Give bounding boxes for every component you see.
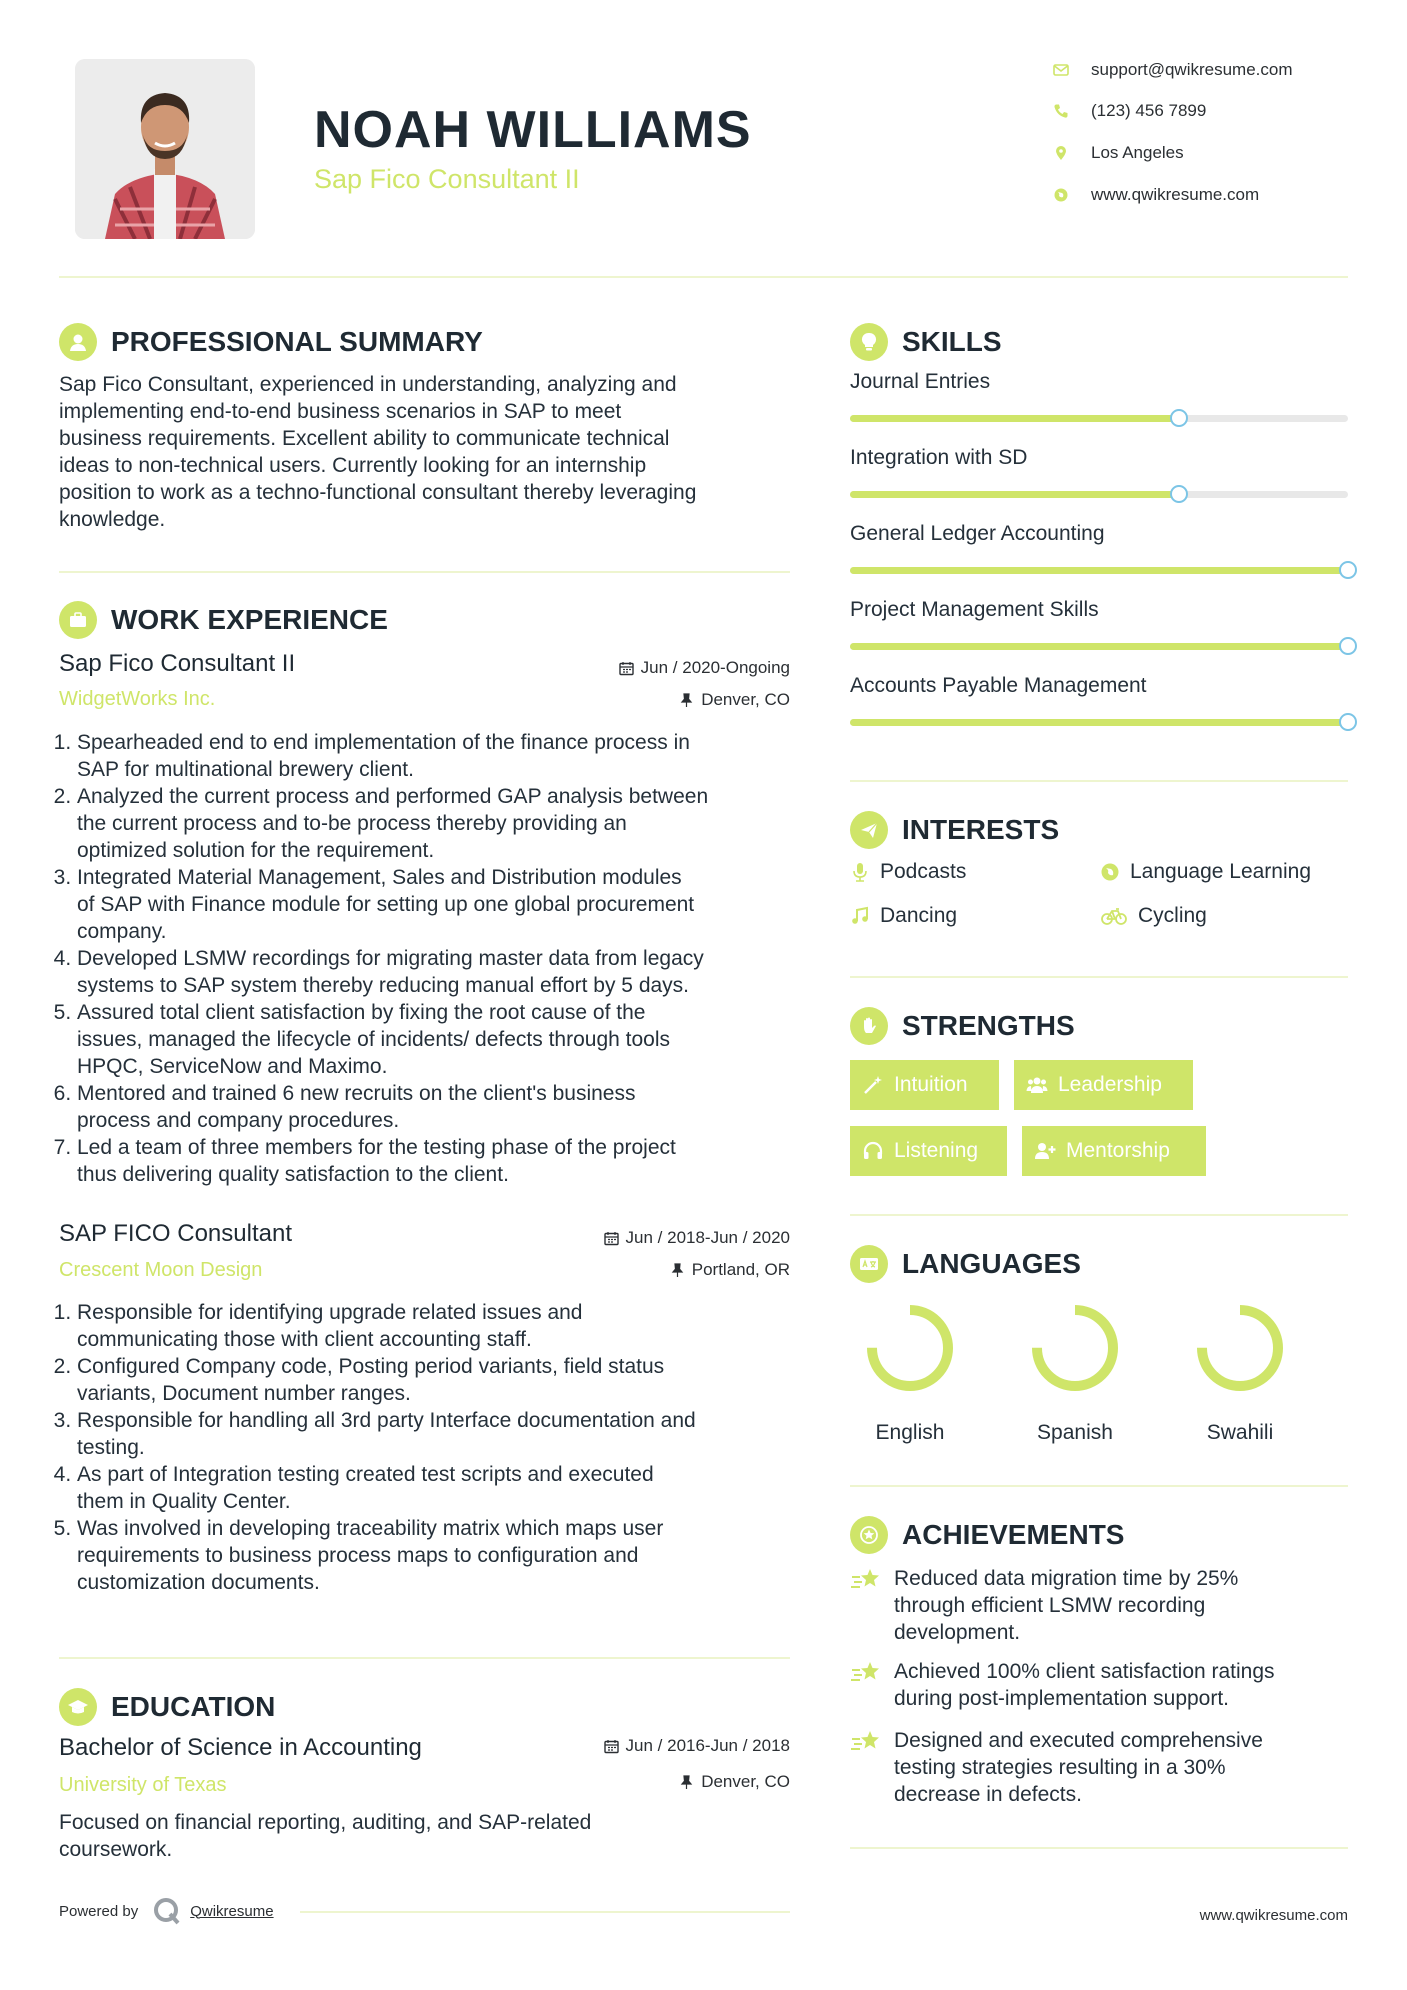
header-divider	[59, 276, 1348, 278]
experience-divider	[59, 1657, 790, 1659]
languages-divider	[850, 1485, 1348, 1487]
duty-item: 6. Mentored and trained 6 new recruits on the client's business process and company procedures.	[77, 1080, 817, 1134]
contact-phone-text: (123) 456 7899	[1091, 101, 1207, 120]
duty-item: 5. Assured total client satisfaction by fixing the root cause of the issues, managed the lifecycle of incidents/ defects through tools HPQC, ServiceNow and Maximo.	[77, 999, 817, 1080]
job-1-company: WidgetWorks Inc.	[59, 688, 216, 710]
footer-powered-by	[59, 1896, 274, 1926]
interest-label: Cycling	[1138, 904, 1207, 927]
achievements-heading	[850, 1516, 1124, 1554]
skill-bar-fill	[850, 643, 1348, 650]
language-ring-arc	[1202, 1310, 1278, 1386]
education-description: Focused on financial reporting, auditing, and SAP-related coursework.	[59, 1811, 592, 1861]
education-degree: Bachelor of Science in Accounting	[59, 1734, 422, 1761]
skills-heading-text: SKILLS	[902, 326, 1002, 357]
language-ring-arc	[872, 1310, 948, 1386]
job-2-dates	[604, 1228, 790, 1248]
headphones-icon	[862, 1140, 884, 1162]
interests-divider	[850, 976, 1348, 978]
shooting-star-icon	[850, 1565, 882, 1593]
duty-item: 5. Was involved in developing traceability matrix which maps user requirements to business process maps to configuration and customization documents.	[77, 1515, 817, 1596]
language-item	[850, 1300, 970, 1445]
experience-heading-text: WORK EXPERIENCE	[111, 604, 388, 635]
interest-item	[850, 904, 957, 928]
pushpin-icon	[679, 1775, 694, 1790]
language-label: English	[875, 1421, 945, 1444]
language-label: Spanish	[1037, 1421, 1113, 1444]
experience-heading	[59, 601, 388, 639]
interest-item	[1100, 904, 1207, 928]
duty-item: 2. Configured Company code, Posting period variants, field status variants, Document number ranges.	[77, 1353, 817, 1407]
contact-website-text: www.qwikresume.com	[1091, 185, 1260, 204]
language-label: Swahili	[1206, 1421, 1274, 1444]
skills-list	[850, 370, 1348, 750]
duty-item: 1. Responsible for identifying upgrade related issues and communicating those with client accounting staff.	[77, 1299, 817, 1353]
summary-line: position to work as a techno-functional consultant thereby leveraging	[59, 481, 697, 504]
language-ring-arc	[1037, 1310, 1113, 1386]
strength-tag	[850, 1126, 1007, 1176]
languages-heading-text: LANGUAGES	[902, 1248, 1081, 1279]
achievement-item: Achieved 100% client satisfaction ratings during post-implementation support.	[850, 1658, 1348, 1712]
education-heading	[59, 1688, 275, 1726]
candidate-name: NOAH WILLIAMS	[314, 101, 752, 159]
contact-email-text: support@qwikresume.com	[1091, 60, 1293, 79]
strength-label: Listening	[894, 1139, 979, 1162]
duty-item: 2. Analyzed the current process and performed GAP analysis between the current process and to-be process thereby providing an optimized solution for the requirement.	[77, 783, 817, 864]
job-1-location-text: Denver, CO	[701, 690, 790, 709]
skill-label: Accounts Payable Management	[850, 674, 1147, 697]
skill-bar-fill	[850, 719, 1348, 726]
skill-bar-track	[850, 415, 1348, 422]
interests-heading-text: INTERESTS	[902, 814, 1060, 845]
star-badge-icon	[850, 1516, 888, 1554]
strengths-heading	[850, 1007, 1075, 1045]
job-1-dates	[619, 658, 790, 678]
skill-label: Integration with SD	[850, 446, 1028, 469]
skills-heading	[850, 323, 1002, 361]
language-item	[1180, 1300, 1300, 1445]
skill-bar-track	[850, 567, 1348, 574]
summary-line: knowledge.	[59, 508, 166, 531]
interest-label: Language Learning	[1130, 860, 1312, 883]
strength-label: Intuition	[894, 1073, 968, 1096]
interest-label: Podcasts	[880, 860, 967, 883]
hand-icon	[850, 1007, 888, 1045]
skill-bar-knob	[1170, 485, 1188, 503]
globe-icon	[1053, 187, 1069, 203]
skill-bar-fill	[850, 567, 1348, 574]
skill-bar-track	[850, 491, 1348, 498]
bicycle-icon	[1100, 906, 1128, 926]
calendar-icon	[604, 1739, 619, 1754]
lightbulb-icon	[850, 323, 888, 361]
globe-icon	[1100, 862, 1120, 882]
summary-line: Sap Fico Consultant, experienced in understanding, analyzing and	[59, 373, 677, 396]
achievement-item: Designed and executed comprehensive testing strategies resulting in a 30% decrease in defects.	[850, 1727, 1348, 1808]
skill-bar-fill	[850, 415, 1179, 422]
interest-item	[850, 860, 966, 884]
duty-item: 1. Spearheaded end to end implementation of the finance process in SAP for multinational brewery client.	[77, 729, 817, 783]
qwikresume-logo-icon	[152, 1896, 182, 1926]
languages-list	[850, 1300, 1348, 1450]
user-plus-icon	[1034, 1140, 1056, 1162]
duty-item: 3. Responsible for handling all 3rd party Interface documentation and testing.	[77, 1407, 817, 1461]
strengths-divider	[850, 1214, 1348, 1216]
job-1-duties	[59, 729, 817, 1188]
footer-brand-link[interactable]: Qwikresume	[190, 1902, 274, 1920]
strength-tag	[1022, 1126, 1206, 1176]
duty-item: 3. Integrated Material Management, Sales and Distribution modules of SAP with Finance module for setting up one global procurement company.	[77, 864, 817, 945]
skill-bar-knob	[1339, 637, 1357, 655]
interests-heading	[850, 811, 1059, 849]
language-ring	[1180, 1300, 1300, 1400]
summary-line: ideas to non-technical users. Currently looking for an internship	[59, 454, 647, 477]
music-note-icon	[850, 906, 870, 926]
profile-photo	[75, 59, 255, 239]
skill-bar-knob	[1339, 713, 1357, 731]
job-2-company: Crescent Moon Design	[59, 1259, 263, 1281]
contact-location	[1053, 143, 1184, 163]
education-dates	[604, 1736, 790, 1756]
contact-phone[interactable]	[1053, 101, 1206, 121]
shooting-star-icon	[850, 1727, 882, 1755]
skill-label: General Ledger Accounting	[850, 522, 1105, 545]
summary-text	[59, 371, 799, 533]
contact-location-text: Los Angeles	[1091, 143, 1184, 162]
strengths-heading-text: STRENGTHS	[902, 1010, 1075, 1041]
microphone-icon	[850, 862, 870, 882]
language-ring	[1015, 1300, 1135, 1400]
language-item	[1015, 1300, 1135, 1445]
pushpin-icon	[679, 693, 694, 708]
strength-label: Mentorship	[1066, 1139, 1170, 1162]
job-2-title: SAP FICO Consultant	[59, 1220, 292, 1247]
education-school: University of Texas	[59, 1774, 227, 1796]
job-2-dates-text: Jun / 2018-Jun / 2020	[625, 1228, 790, 1247]
summary-line: business requirements. Excellent ability to communicate technical	[59, 427, 670, 450]
job-2-location	[670, 1260, 790, 1280]
map-pin-icon	[1053, 145, 1069, 161]
achievements-divider	[850, 1847, 1348, 1849]
strength-label: Leadership	[1058, 1073, 1162, 1096]
skill-item	[850, 446, 1348, 522]
powered-by-text: Powered by	[59, 1902, 139, 1920]
interest-item	[1100, 860, 1311, 884]
achievement-item: Reduced data migration time by 25% through efficient LSMW recording development.	[850, 1565, 1348, 1646]
summary-heading	[59, 323, 483, 361]
job-1-location	[679, 690, 790, 710]
skill-bar-track	[850, 643, 1348, 650]
calendar-icon	[619, 661, 634, 676]
duty-item: 7. Led a team of three members for the testing phase of the project thus delivering quality satisfaction to the client.	[77, 1134, 817, 1188]
skill-item	[850, 674, 1348, 750]
education-heading-text: EDUCATION	[111, 1691, 276, 1722]
job-1-dates-text: Jun / 2020-Ongoing	[640, 658, 790, 677]
interest-label: Dancing	[880, 904, 958, 927]
skill-item	[850, 370, 1348, 446]
job-1-title: Sap Fico Consultant II	[59, 650, 296, 677]
strength-tag	[850, 1060, 999, 1110]
paper-plane-icon	[850, 811, 888, 849]
magic-wand-icon	[862, 1074, 884, 1096]
skills-divider	[850, 780, 1348, 782]
pushpin-icon	[670, 1263, 685, 1278]
contact-email[interactable]	[1053, 60, 1293, 80]
skill-bar-knob	[1339, 561, 1357, 579]
duty-item: 4. As part of Integration testing created test scripts and executed them in Quality Center.	[77, 1461, 817, 1515]
languages-heading	[850, 1245, 1081, 1283]
education-location	[679, 1772, 790, 1792]
language-ring	[850, 1300, 970, 1400]
language-icon	[850, 1245, 888, 1283]
shooting-star-icon	[850, 1658, 882, 1686]
job-2-location-text: Portland, OR	[691, 1260, 790, 1279]
skill-label: Journal Entries	[850, 370, 991, 393]
skill-label: Project Management Skills	[850, 598, 1099, 621]
strength-tag	[1014, 1060, 1193, 1110]
skill-bar-track	[850, 719, 1348, 726]
skill-bar-fill	[850, 491, 1179, 498]
candidate-job-title: Sap Fico Consultant II	[314, 164, 580, 194]
job-2-duties	[59, 1299, 817, 1596]
skill-item	[850, 522, 1348, 598]
envelope-icon	[1053, 62, 1069, 78]
graduation-cap-icon	[59, 1688, 97, 1726]
footer-website[interactable]: www.qwikresume.com	[1199, 1907, 1348, 1924]
education-dates-text: Jun / 2016-Jun / 2018	[625, 1736, 790, 1755]
education-location-text: Denver, CO	[701, 1772, 790, 1791]
user-icon	[59, 323, 97, 361]
briefcase-icon	[59, 601, 97, 639]
footer-divider	[300, 1911, 790, 1913]
achievements-heading-text: ACHIEVEMENTS	[902, 1519, 1125, 1550]
phone-icon	[1053, 103, 1069, 119]
skill-bar-knob	[1170, 409, 1188, 427]
group-icon	[1026, 1074, 1048, 1096]
summary-line: implementing end-to-end business scenarios in SAP to meet	[59, 400, 622, 423]
skill-item	[850, 598, 1348, 674]
contact-website[interactable]	[1053, 185, 1259, 205]
calendar-icon	[604, 1231, 619, 1246]
duty-item: 4. Developed LSMW recordings for migrating master data from legacy systems to SAP system thereby reducing manual effort by 5 days.	[77, 945, 817, 999]
summary-divider	[59, 571, 790, 573]
summary-heading-text: PROFESSIONAL SUMMARY	[111, 326, 483, 357]
